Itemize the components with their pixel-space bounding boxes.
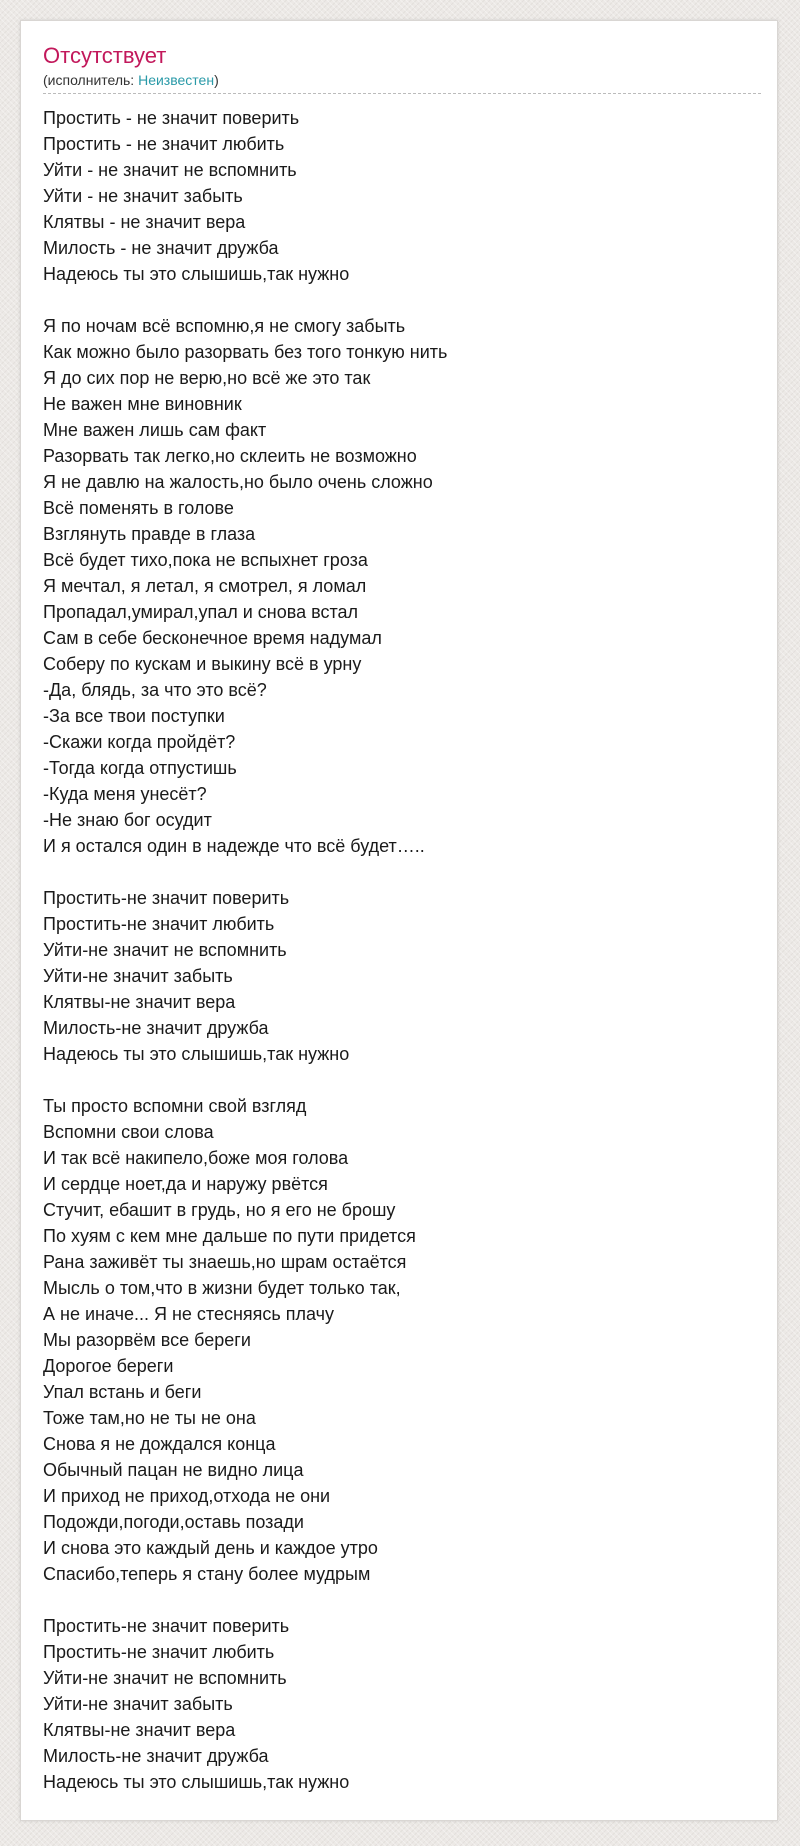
lyrics-line: Надеюсь ты это слышишь,так нужно xyxy=(43,1044,350,1064)
lyrics-line: Уйти - не значит не вспомнить xyxy=(43,160,297,180)
lyrics-line: Клятвы - не значит вера xyxy=(43,212,246,232)
lyrics-line: Надеюсь ты это слышишь,так нужно xyxy=(43,264,350,284)
lyrics-line: Пропадал,умирал,упал и снова встал xyxy=(43,602,359,622)
lyrics-card xyxy=(20,20,778,1821)
lyrics-line: -За все твои поступки xyxy=(43,706,225,726)
lyrics-line: Милость-не значит дружба xyxy=(43,1746,269,1766)
lyrics-line: Я по ночам всё вспомню,я не смогу забыть xyxy=(43,316,406,336)
lyrics-line: -Куда меня унесёт? xyxy=(43,784,207,804)
lyrics-line: Тоже там,но не ты не она xyxy=(43,1408,256,1428)
lyrics-line: Мне важен лишь сам факт xyxy=(43,420,267,440)
song-header xyxy=(43,43,761,89)
lyrics-line: Упал встань и беги xyxy=(43,1382,202,1402)
lyrics-line: Соберу по кускам и выкину всё в урну xyxy=(43,654,362,674)
lyrics-line: Я не давлю на жалость,но было очень сложно xyxy=(43,472,433,492)
lyrics-line: Простить-не значит поверить xyxy=(43,888,290,908)
lyrics-line: Простить-не значит любить xyxy=(43,1642,275,1662)
lyrics-line: Уйти-не значит не вспомнить xyxy=(43,1668,287,1688)
lyrics-line: Взглянуть правде в глаза xyxy=(43,524,256,544)
lyrics-line: -Тогда когда отпустишь xyxy=(43,758,237,778)
lyrics-line: Простить - не значит любить xyxy=(43,134,285,154)
lyrics-stanza xyxy=(43,1093,761,1587)
lyrics-line: Обычный пацан не видно лица xyxy=(43,1460,304,1480)
lyrics-line: Надеюсь ты это слышишь,так нужно xyxy=(43,1772,350,1792)
lyrics-stanza xyxy=(43,1613,761,1795)
lyrics-line: Снова я не дождался конца xyxy=(43,1434,276,1454)
lyrics-line: И сердце ноет,да и наружу рвётся xyxy=(43,1174,328,1194)
lyrics-line: Клятвы-не значит вера xyxy=(43,992,236,1012)
lyrics-line: Ты просто вспомни свой взгляд xyxy=(43,1096,307,1116)
lyrics-line: Я до сих пор не верю,но всё же это так xyxy=(43,368,371,388)
lyrics-line: Уйти-не значит забыть xyxy=(43,966,233,986)
lyrics-line: Дорогое береги xyxy=(43,1356,174,1376)
lyrics-line: Простить - не значит поверить xyxy=(43,108,300,128)
header-divider xyxy=(43,93,761,94)
song-title: Отсутствует xyxy=(43,43,167,68)
lyrics-line: Мы разорвём все береги xyxy=(43,1330,251,1350)
lyrics-line: Уйти - не значит забыть xyxy=(43,186,243,206)
artist-link[interactable]: Неизвестен xyxy=(138,72,215,88)
lyrics-line: Уйти-не значит не вспомнить xyxy=(43,940,287,960)
lyrics-stanza xyxy=(43,313,761,859)
lyrics-line: И приход не приход,отхода не они xyxy=(43,1486,331,1506)
lyrics-line: И я остался один в надежде что всё будет….. xyxy=(43,836,425,856)
lyrics-line: Всё будет тихо,пока не вспыхнет гроза xyxy=(43,550,368,570)
lyrics-line: Как можно было разорвать без того тонкую нить xyxy=(43,342,448,362)
lyrics-line: Разорвать так легко,но склеить не возможно xyxy=(43,446,417,466)
lyrics-line: Вспомни свои слова xyxy=(43,1122,214,1142)
lyrics-line: Простить-не значит любить xyxy=(43,914,275,934)
lyrics-line: Простить-не значит поверить xyxy=(43,1616,290,1636)
lyrics-stanza xyxy=(43,885,761,1067)
lyrics-stanza xyxy=(43,105,761,287)
lyrics-line: Милость-не значит дружба xyxy=(43,1018,269,1038)
lyrics-line: Рана заживёт ты знаешь,но шрам остаётся xyxy=(43,1252,407,1272)
lyrics-line: И так всё накипело,боже моя голова xyxy=(43,1148,349,1168)
lyrics-line: Уйти-не значит забыть xyxy=(43,1694,233,1714)
lyrics-line: А не иначе... Я не стесняясь плачу xyxy=(43,1304,335,1324)
lyrics-line: Подожди,погоди,оставь позади xyxy=(43,1512,304,1532)
lyrics-line: И снова это каждый день и каждое утро xyxy=(43,1538,378,1558)
lyrics-line: -Скажи когда пройдёт? xyxy=(43,732,236,752)
artist-prefix: (исполнитель: xyxy=(43,72,139,88)
lyrics-line: Я мечтал, я летал, я смотрел, я ломал xyxy=(43,576,367,596)
lyrics-line: Спасибо,теперь я стану более мудрым xyxy=(43,1564,371,1584)
lyrics-line: -Не знаю бог осудит xyxy=(43,810,212,830)
lyrics-line: Не важен мне виновник xyxy=(43,394,242,414)
lyrics-line: Сам в себе бесконечное время надумал xyxy=(43,628,382,648)
lyrics-line: Мысль о том,что в жизни будет только так, xyxy=(43,1278,401,1298)
lyrics-line: Милость - не значит дружба xyxy=(43,238,279,258)
lyrics-line: Клятвы-не значит вера xyxy=(43,1720,236,1740)
artist-line xyxy=(43,71,761,89)
lyrics-text xyxy=(43,105,761,1795)
artist-suffix: ) xyxy=(214,72,219,88)
lyrics-line: -Да, блядь, за что это всё? xyxy=(43,680,267,700)
lyrics-line: Стучит, ебашит в грудь, но я его не брошу xyxy=(43,1200,396,1220)
lyrics-line: По хуям с кем мне дальше по пути придется xyxy=(43,1226,416,1246)
lyrics-line: Всё поменять в голове xyxy=(43,498,234,518)
